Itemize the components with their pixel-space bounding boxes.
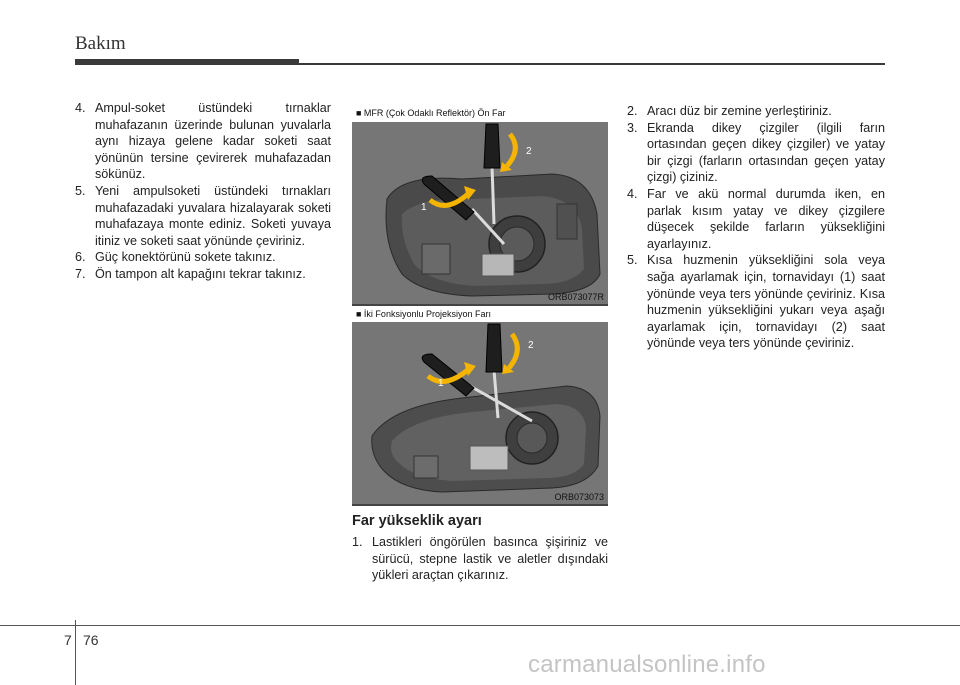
list-item [75,249,331,266]
connector [482,254,514,276]
figure-code: ORB073073 [554,492,604,502]
item-text: Far ve akü normal durumda iken, en parlak kısım yatay ve dikey çizgilere düşecek şekilde farların yüksekliğini ayarlayınız. [647,186,885,251]
middle-column-text [352,534,608,584]
section-heading: Far yükseklik ayarı [352,513,482,529]
list-item [75,100,331,183]
screwdriver-2-handle [484,124,500,168]
item-number: 2. [627,104,638,118]
list-item [75,183,331,249]
callout-1: 1 [438,378,444,389]
list-item [75,266,331,283]
figure-caption: ■ İki Fonksiyonlu Projeksiyon Farı [356,309,491,319]
connector [470,446,508,470]
figure-divider [352,504,608,506]
item-text: Ekranda dikey çizgiler (ilgili farın ortasından geçen dikey çizgiler) ve yatay bir çizgi (farların ortasından geçen yatay çizgi) çiziniz. [647,120,885,185]
bracket [422,244,450,274]
list-item [627,186,885,252]
left-column [75,100,331,283]
header-bar-thin [299,63,885,65]
item-number: 1. [352,535,363,549]
item-number: 5. [75,183,86,198]
headlamp-illustration-1 [352,104,608,304]
bracket [414,456,438,478]
item-number: 7. [75,266,86,281]
screwdriver-2-handle [486,324,502,372]
figure-code: ORB073077R [547,292,604,302]
list-item [627,120,885,186]
item-text: Kısa huzmenin yüksekliğini sola veya sağa ayarlamak için, tornavidayı (1) saat yönünde veya ters yönünde çeviriniz. Kısa huzmenin yüksekliğini yukarı veya aşağı ayarlamak için, tornavidayı (2) saat yönünde veya ters yönünde çeviriniz. [647,253,885,351]
instruction-list-left [75,100,331,283]
footer-divider [75,620,76,685]
callout-2: 2 [526,146,532,157]
headlamp-illustration-2 [352,306,608,504]
item-text: Ampul-soket üstündeki tırnaklar muhafazanın üzerinde bulunan yuvalarla aynı hizaya gelene kadar soketi saat yönünün tersine çevirerek muhafazadan sökünüz. [95,101,331,182]
right-column [627,103,885,352]
item-number: 4. [627,186,638,201]
item-text: Güç konektörünü sokete takınız. [95,250,276,265]
item-number: 4. [75,101,86,115]
figure-projection-headlamp [352,306,608,504]
item-number: 5. [627,253,638,268]
item-number: 6. [75,250,86,265]
watermark: carmanualsonline.info [528,651,766,678]
side-clip [557,204,577,239]
item-number: 3. [627,120,638,135]
callout-2: 2 [528,340,534,351]
instruction-list-middle [352,534,608,584]
header-bar-thick [75,59,299,65]
list-item [627,252,885,352]
list-item [352,534,608,584]
item-text: Lastikleri öngörülen basınca şişiriniz ve sürücü, stepne lastik ve aletler dışındaki yükleri araçtan çıkarınız. [372,535,608,583]
list-item [627,103,885,120]
lens-inner [517,423,547,453]
callout-1: 1 [421,202,427,213]
figure-mfr-headlamp [352,104,608,304]
item-text: Aracı düz bir zemine yerleştiriniz. [647,104,832,118]
instruction-list-right [627,103,885,352]
header-title: Bakım [75,33,126,54]
item-text: Ön tampon alt kapağını tekrar takınız. [95,266,306,281]
page-number: 76 [83,632,99,648]
page-chapter: 7 [64,632,72,648]
item-text: Yeni ampulsoketi üstündeki tırnakları muhafazadaki yuvalara hizalayarak soketi muhafazaya monte ediniz. Soketi yuvaya itiniz ve soketi saat yönünde çeviriniz. [95,183,331,248]
footer-rule [0,625,960,626]
figure-caption: ■ MFR (Çok Odaklı Reflektör) Ön Far [356,108,506,118]
